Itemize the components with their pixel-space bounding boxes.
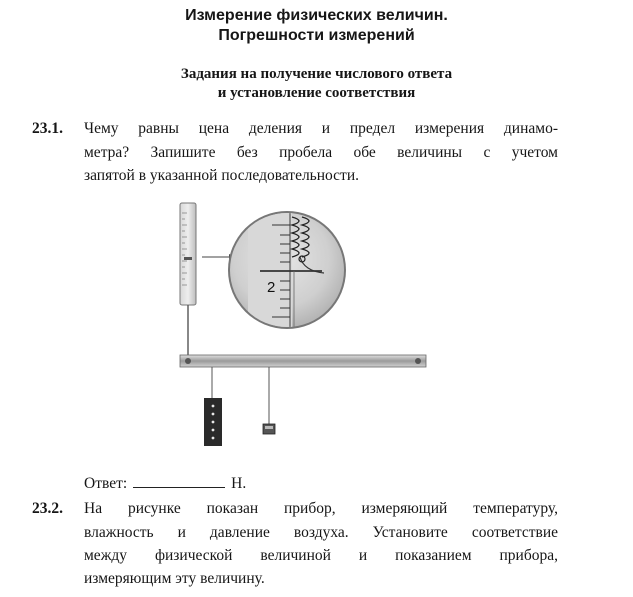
- task-23-2-line: измеряющим эту величину.: [84, 570, 265, 587]
- section-title-line-1: Задания на получение числового ответа: [180, 66, 453, 82]
- dynamometer-body: [180, 203, 196, 357]
- answer-input[interactable]: [133, 473, 225, 488]
- task-23-2-line: На рисунке показан прибор, измеряющий температуру,: [84, 500, 558, 517]
- small-weight: [263, 367, 275, 434]
- hanging-weights-block: [204, 367, 222, 446]
- section-title: [0, 65, 633, 103]
- answer-unit: Н.: [231, 475, 247, 492]
- dynamometer-figure: [172, 195, 432, 453]
- answer-row: [84, 473, 246, 493]
- page-title-line-1: Измерение физических величин.: [185, 7, 448, 24]
- task-number-23-2: 23.2.: [32, 500, 63, 517]
- magnifier-lens: [228, 205, 346, 345]
- page-title: [0, 6, 633, 46]
- task-23-2-line: между физической величиной и показанием прибора,: [84, 547, 558, 564]
- magnifier-scale-label: 2: [267, 279, 276, 296]
- section-title-line-2: и установление соответствия: [217, 85, 416, 101]
- task-number-23-1: 23.1.: [32, 120, 63, 137]
- task-23-1-line: Чему равны цена деления и предел измерения динамо-: [84, 120, 558, 137]
- answer-label: Ответ:: [84, 475, 128, 492]
- task-23-1-line: метра? Запишите без пробела обе величины с учетом: [84, 144, 558, 161]
- page-title-line-2: Погрешности измерений: [218, 27, 415, 44]
- task-23-1-line: запятой в указанной последовательности.: [84, 167, 360, 184]
- task-23-2-line: влажность и давление воздуха. Установите соответствие: [84, 524, 558, 541]
- support-bar: [180, 355, 426, 367]
